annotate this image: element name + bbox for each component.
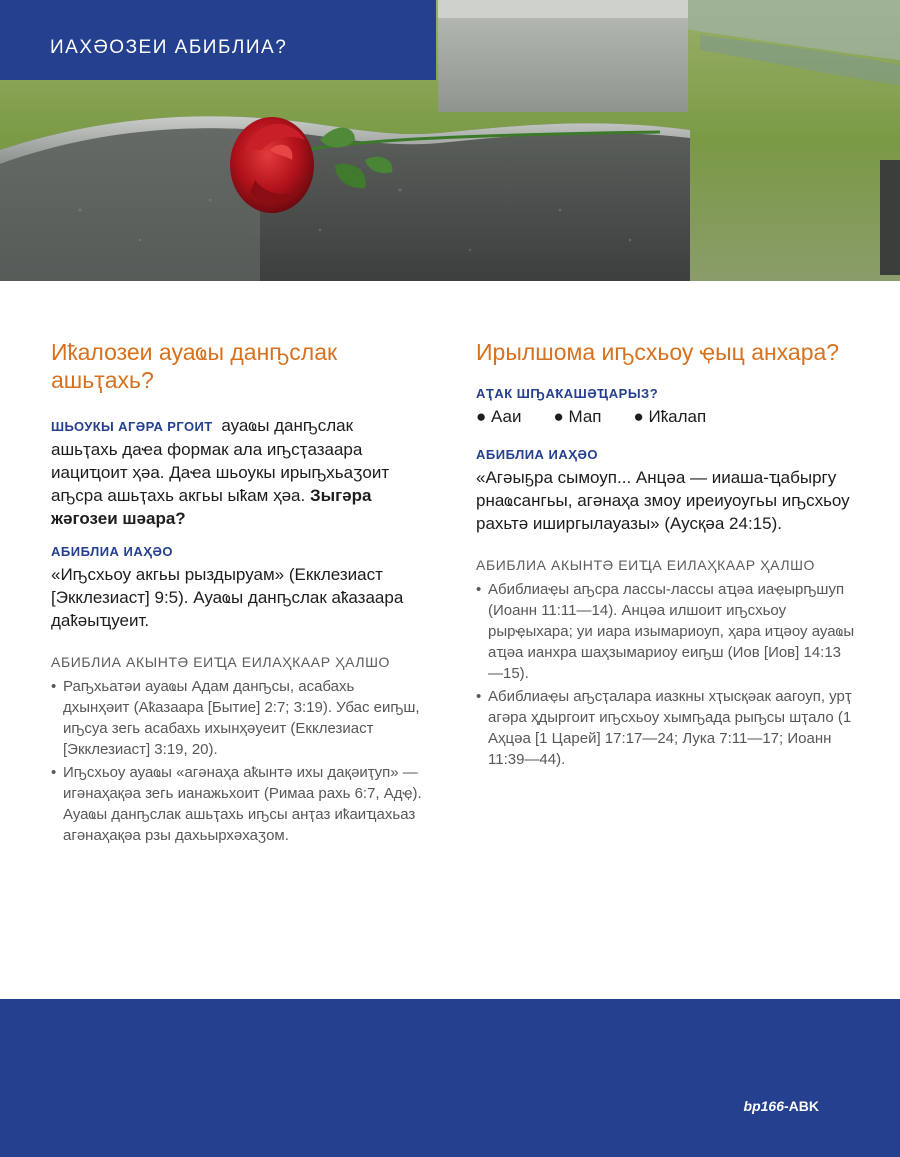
page-title: ИАХӘОЗЕИ АБИБЛИА? (50, 37, 288, 58)
right-column (476, 338, 856, 772)
right-bullet-list (476, 579, 856, 770)
think-label: АҬАК ШҦАҞАШӘҴАРЫЗ? (476, 386, 659, 401)
left-column (51, 338, 423, 848)
left-bible-quote: «Иҧсхьоу акгьы рыздыруам» (Екклезиаст [Экклезиаст] 9:5). Ауаҩы данҧслак аҟазаара даҟәыҵуеит. (51, 565, 404, 630)
list-item: • Абиблиаҿы аҧсҭалара иазкны хҭысқәак аагоуп, урҭ агәра ҳдыргоит иҧсхьоу хымҧада рыҧсы шҭало (1 Аҳцәа [1 Царей] 17:17—24; Лука 7:11—17; Иоанн 11:39—44). (476, 688, 852, 768)
intro-text: ауаҩы данҧслак ашьҭахь даҽа формак ала иҧсҭазаара иациҵоит ҳәа. Даҽа шьоукы ирыҧхьаӡоит аҧсра ашьҭахь акгьы ыҟам ҳәа. (51, 416, 390, 505)
bullet-icon: • (476, 581, 482, 598)
list-item: • Абиблиаҿы аҧсра лассы-лассы аҵәа иаҿырҧшуп (Иоанн 11:11—14). Анцәа илшоит иҧсхьоу рырҿыхара; уи иара изымариоуп, ҳара иҵәоу ауаҩы аҵәа ианхра шаҳзымариоу еиҧш (Иов [Иов] 14:13—15). (476, 581, 855, 682)
publication-code: bp166-ABK (743, 1098, 819, 1114)
hero-photo (0, 0, 900, 281)
left-teach-label: АБИБЛИА АКЫНТӘ ЕИҴА ЕИЛАҲКААР ҲАЛШО (51, 654, 391, 670)
intro-label: ШЬОУКЫ АГӘРА РГОИТ (51, 419, 213, 434)
intro-question: Зыгәра жәгозеи шәара? (51, 486, 372, 528)
left-question-title: Иҟалозеи ауаҩы данҧслак ашьҭахь? (51, 339, 338, 393)
right-teach-label: АБИБЛИА АКЫНТӘ ЕИҴА ЕИЛАҲКААР ҲАЛШО (476, 557, 816, 573)
option-yes[interactable]: ● Ааи (476, 407, 522, 426)
right-bible-quote: «Агәыҕра сымоуп... Анцәа — ииаша-ҵабыргу рнаҩсангьы, агәнаҳа змоу иреиуоугьы иҧсхьоу рахьтә иширгылауазы» (Аусқәа 24:15). (476, 468, 850, 533)
left-bullet-list (51, 676, 423, 846)
option-no[interactable]: ● Мап (553, 407, 602, 426)
footer-band (0, 999, 900, 1157)
bullet-icon: • (51, 678, 57, 695)
left-intro (51, 414, 423, 530)
list-item: • Раҧхьатәи ауаҩы Адам данҧсы, асабахь дхынҳәит (Аҟазаара [Бытие] 2:7; 3:19). Убас еиҧш, иҧсуа зегь асабахь ихынҳәуеит (Екклезиаст [Экклезиаст] 3:19, 20). (51, 678, 420, 758)
left-bible-label: АБИБЛИА ИАҲӘО (51, 544, 174, 559)
list-item: • Иҧсхьоу ауаҩы «агәнаҳа аҟынтә ихы дақәиҭуп» — игәнаҳақәа зегь ианажьхоит (Римаа рахь 6:7, Адҿ). Ауаҩы данҧслак ашьҭахь иҧсы анҭаз иҟаиҵахьаз агәнаҳақәа рзы дахьырхәхаӡом. (51, 764, 422, 844)
bullet-icon: • (51, 764, 57, 781)
right-question-title: Ирылшома иҧсхьоу ҿыц анхара? (476, 339, 840, 365)
answer-options (476, 407, 856, 427)
right-bible-label: АБИБЛИА ИАҲӘО (476, 447, 599, 462)
option-maybe[interactable]: ● Иҟалап (633, 407, 707, 426)
bullet-icon: • (476, 688, 482, 705)
